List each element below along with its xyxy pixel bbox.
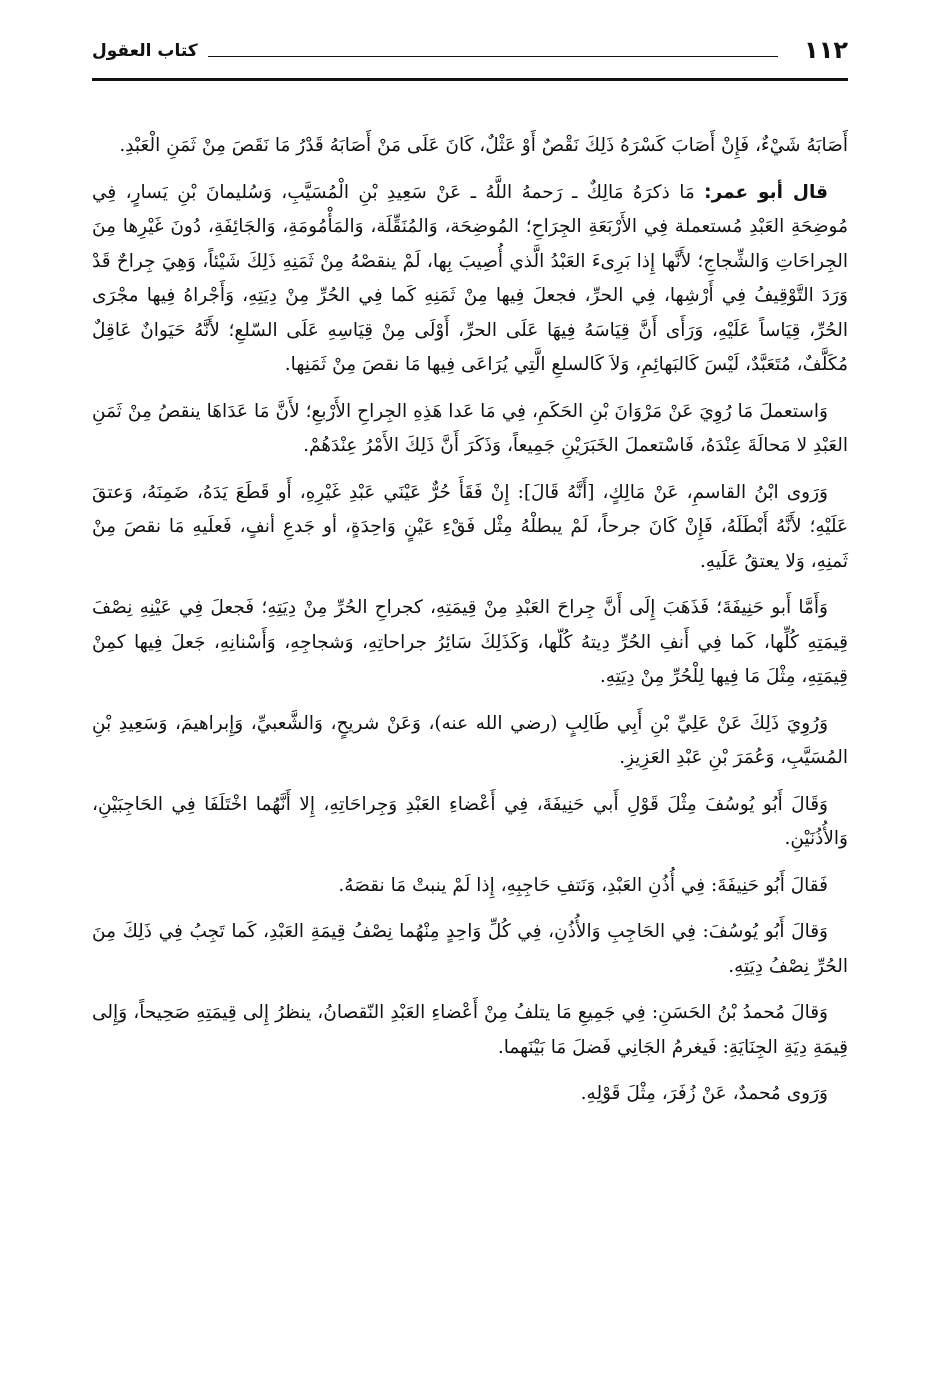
paragraph-text: وَأَمَّا أَبو حَنِيفَةَ؛ فَذَهَبَ إِلَى أَنَّ جِراحَ العَبْدِ مِنْ قِيمَتِهِ، كجراحِ الحُرِّ مِنْ دِيَتِهِ؛ فَجعلَ فِي عَيْنِهِ نِصْفَ قِيمَتِهِ كُلِّها، كَما فِي أَنفِ الحُرِّ دِيتهُ كُلّها، وَكَذَلِكَ سَائِرُ جراحاتِهِ، وَشجاجِهِ، وَأَسْنانِهِ، جَعلَ فِيها كمِنْ قِيمَتِهِ، مِثْلَ مَا فِيها لِلْحُرِّ مِنْ دِيَتِهِ. bbox=[92, 597, 848, 687]
paragraph bbox=[92, 869, 848, 904]
paragraph-text: وَاستعملَ مَا رُوِيَ عَنْ مَرْوَانَ بْنِ الحَكَمِ، فِي مَا عَدا هَذِهِ الجِراحِ الأَرْبعِ؛ لأَنَّ مَا عَدَاهَا ينقصُ مِنْ ثَمَنِ العَبْدِ لا مَحالَةَ عِنْدَهُ، فَاسْتعملَ الخَبَرَيْنِ جَمِيعاً، وَذَكَرَ أَنَّ ذَلِكَ الأَمْرُ عِنْدَهُمْ. bbox=[92, 400, 848, 456]
page-body bbox=[92, 129, 848, 1112]
paragraph-lead: قال أبو عمر: bbox=[704, 181, 829, 203]
paragraph bbox=[92, 129, 848, 164]
book-page bbox=[92, 28, 848, 1124]
paragraph bbox=[92, 476, 848, 580]
running-header bbox=[92, 28, 848, 81]
paragraph bbox=[92, 176, 848, 383]
paragraph bbox=[92, 591, 848, 695]
paragraph-text: فَقالَ أَبُو حَنِيفَةَ: فِي أُذُنِ العَبْدِ، وَنَتفِ حَاجِبِهِ، إِذا لَمْ ينبتْ مَا نقصَهُ. bbox=[338, 874, 828, 896]
paragraph bbox=[92, 707, 848, 776]
paragraph bbox=[92, 395, 848, 464]
paragraph-text: أَصَابَهُ شَيْءٌ، فَإِنْ أَصَابَ كَسْرَهُ ذَلِكَ نَقْصٌ أَوْ عَثْلٌ، كَانَ عَلَى مَنْ أَصَابَهُ قَدْرُ مَا نَقَصَ مِنْ ثَمَنِ الْعَبْدِ. bbox=[119, 135, 848, 156]
book-title: كتاب العقول bbox=[92, 38, 208, 64]
paragraph-text: وَقَالَ أَبُو يُوسُفَ مِثْلَ قَوْلِ أَبي حَنِيفَةَ، فِي أَعْضاءِ العَبْدِ وَجِراحَاتِهِ، إِلا أَنَّهُما اخْتَلَفَا فِي الحَاجِبَيْنِ، وَالأُذُنَيْنِ. bbox=[92, 793, 848, 849]
paragraph bbox=[92, 996, 848, 1065]
paragraph bbox=[92, 1077, 848, 1112]
paragraph-text: وَقالَ أَبُو يُوسُفَ: فِي الحَاجِبِ وَالأُذُنِ، فِي كُلِّ وَاحِدٍ مِنْهُما نِصْفُ قِيمَةِ العَبْدِ، كَما تَجِبُ فِي ذَلِكَ مِنَ الحُرِّ نِصْفُ دِيَتِهِ. bbox=[92, 921, 848, 977]
paragraph-text: مَا ذكرَهُ مَالِكٌ ـ رَحمهُ اللَّهُ ـ عَنْ سَعِيدِ بْنِ الْمُسَيَّبِ، وَسُليمانَ بْنِ يَسارٍ، فِي مُوضِحَةِ العَبْدِ مُستعملة فِي الأَرْبَعَةِ الجِرَاحِ؛ المُوضِحَة، وَالمُنَقِّلَة، وَالمَأْمُومَةِ، وَالجَائِفَةِ، دُونَ غَيْرِها مِنَ الجِراحَاتِ وَالشِّجاجِ؛ لأَنَّها إِذا بَرِىءَ العَبْدُ الَّذي أُصِيبَ بِها، لَمْ ينقصْهُ مِنْ ثَمَنِهِ ذَلِكَ شَيْئاً، وَهِيَ جِراحٌ قَدْ وَرَدَ التَّوْقِيفُ فِي أَرْشِها، فِي الحرِّ، فجعلَ فِيها مِنْ ثَمَنِهِ كَما فِي الحُرِّ مِنْ دِيَتِهِ، وَأَجْراهُ فِيها مجْرَى الحُرِّ، قِيَاساً عَلَيْهِ، وَرَأَى أَنَّ قِيَاسَهُ فِيهَا عَلَى الحرِّ، أَوْلَى مِنْ قِيَاسِهِ عَلَى السّلعِ؛ لأَنَّهُ حَيَوانٌ عَاقِلٌ مُكَلَّفٌ، مُتَعَبَّدٌ، لَيْسَ كَالبَهائِمِ، وَلاَ كَالسلعِ الَّتِي يُرَاعَى فِيها مَا نقصَ مِنْ ثَمَنِها. bbox=[92, 181, 848, 375]
page-number: ١١٢ bbox=[794, 34, 848, 66]
paragraph-text: وَرَوى ابْنُ القاسمِ، عَنْ مَالِكٍ، [أَنَّهُ قَالَ]: إِنْ فَقَأَ حُرٌّ عَيْنَي عَبْدِ غَيْرِهِ، أَو قَطَعَ يَدَهُ، ضَمِنَهُ، وَعتقَ عَلَيْهِ؛ لأَنَّهُ أَبْطَلَهُ، فَإِنْ كَانَ جرحاً، لَمْ يبطلْهُ مِثْل فَقْءِ عَيْنٍ وَاحِدَةٍ، أو جَدعِ أنفٍ، فَعلَيهِ مَا نقصَ مِنْ ثَمنِهِ، وَلا يعتقُ عَلَيهِ. bbox=[92, 481, 848, 572]
paragraph bbox=[92, 915, 848, 984]
paragraph-text: وَرُوِيَ ذَلِكَ عَنْ عَلِيِّ بْنِ أَبِي طَالِبٍ (رضي الله عنه)، وَعَنْ شريحٍ، وَالشَّعبيِّ، وَإِبراهيمَ، وَسَعِيدِ بْنِ المُسَيَّبِ، وَعُمَرَ بْنِ عَبْدِ العَزِيزِ. bbox=[92, 712, 848, 768]
header-divider bbox=[202, 56, 778, 57]
paragraph-text: وَرَوى مُحمدٌ، عَنْ زُفَرَ، مِثْلَ قَوْلِهِ. bbox=[580, 1083, 828, 1104]
paragraph bbox=[92, 788, 848, 857]
paragraph-text: وَقالَ مُحمدُ بْنُ الحَسَنِ: فِي جَمِيعِ مَا يتلفُ مِنْ أَعْضاءِ العَبْدِ النّقصانُ، ينظرُ إِلى قِيمَتِهِ صَحِيحاً، وَإِلى قِيمَةِ دِيَةِ الجِنَايَةِ: فَيغرمُ الجَانِي فَضلَ مَا بَيْنَهما. bbox=[92, 1002, 848, 1058]
